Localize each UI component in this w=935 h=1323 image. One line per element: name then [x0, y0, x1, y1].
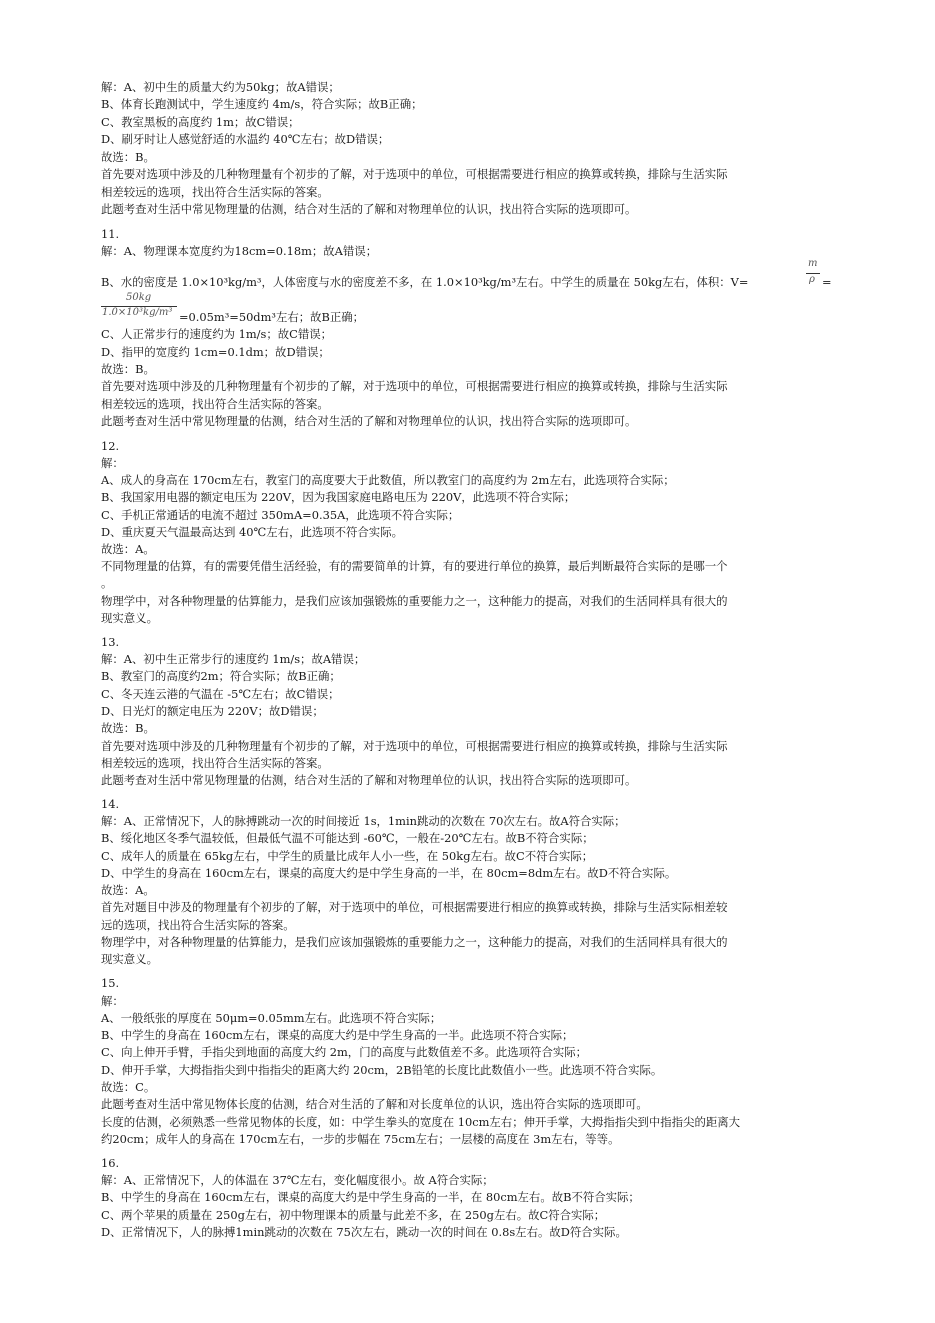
q15-line-5: D、伸开手掌，大拇指指尖到中指指尖的距离大约 20cm，2B铅笔的长度比此数值小一些。此选项不符合实际。: [101, 1063, 663, 1077]
q13-line-7: 相差较远的选项，找出符合生活实际的答案。: [101, 756, 329, 770]
q16-line-3: C、两个苹果的质量在 250g左右，初中物理课本的质量与此差不多，在 250g左右。故C符合实际；: [101, 1208, 606, 1222]
q12-line-2: A、成人的身高在 170cm左右，教室门的高度要大于此数值，所以教室门的高度约为 2m左右，此选项符合实际；: [101, 473, 675, 487]
q15-number: 15.: [101, 976, 120, 990]
q12-line-6: 故选：A。: [101, 542, 155, 556]
q11-equals: =: [822, 275, 832, 289]
q12-line-5: D、重庆夏天气温最高达到 40℃左右，此选项不符合实际。: [101, 525, 403, 539]
q11-number: 11.: [101, 227, 120, 241]
q14-line-8: 物理学中，对各种物理量的估算能力，是我们应该加强锻炼的重要能力之一，这种能力的提高，对我们的生活同样具有很大的: [101, 935, 728, 949]
q11-line-3: =0.05m³=50dm³左右；故B正确；: [179, 310, 365, 324]
q15-line-6: 故选：C。: [101, 1080, 156, 1094]
q11-line-5: D、指甲的宽度约 1cm=0.1dm；故D错误；: [101, 345, 330, 359]
q14-line-4: D、中学生的身高在 160cm左右，课桌的高度大约是中学生身高的一半，在 80cm=8dm左右。故D不符合实际。: [101, 866, 677, 880]
q11-line-2: B、水的密度是 1.0×10³kg/m³，人体密度与水的密度差不多，在 1.0×10³kg/m³左右。中学生的质量在 50kg左右，体积：V=: [101, 275, 749, 289]
q10-line-8: 此题考查对生活中常见物理量的估测，结合对生活的了解和对物理单位的认识，找出符合实际的选项即可。: [101, 202, 637, 216]
q15-line-7: 此题考查对生活中常见物体长度的估测，结合对生活的了解和对长度单位的认识，选出符合实际的选项即可。: [101, 1097, 648, 1111]
q14-line-7: 远的选项，找出符合生活实际的答案。: [101, 918, 295, 932]
q12-line-9: 物理学中，对各种物理量的估算能力，是我们应该加强锻炼的重要能力之一，这种能力的提高，对我们的生活同样具有很大的: [101, 594, 728, 608]
q16-line-2: B、中学生的身高在 160cm左右，课桌的高度大约是中学生身高的一半，在 80cm左右。故B不符合实际；: [101, 1190, 640, 1204]
q12-line-3: B、我国家用电器的额定电压为 220V，因为我国家庭电路电压为 220V，此选项不符合实际；: [101, 490, 576, 504]
q14-line-5: 故选：A。: [101, 883, 155, 897]
q11-line-6: 故选：B。: [101, 362, 155, 376]
q10-line-2: B、体育长跑测试中，学生速度约 4m/s，符合实际；故B正确；: [101, 97, 423, 111]
q15-line-8: 长度的估测，必须熟悉一些常见物体的长度，如：中学生拳头的宽度在 10cm左右；伸开手掌，大拇指指尖到中指指尖的距离大: [101, 1115, 741, 1129]
q15-line-2: A、一般纸张的厚度在 50μm=0.05mm左右。此选项不符合实际；: [101, 1011, 442, 1025]
q16-line-4: D、正常情况下，人的脉搏1min跳动的次数在 75次左右，跳动一次的时间在 0.8s左右。故D符合实际。: [101, 1225, 627, 1239]
q12-line-1: 解：: [101, 456, 124, 470]
q11-line-9: 此题考查对生活中常见物理量的估测，结合对生活的了解和对物理单位的认识，找出符合实际的选项即可。: [101, 414, 637, 428]
q12-line-10: 现实意义。: [101, 611, 158, 625]
q12-line-4: C、手机正常通话的电流不超过 350mA=0.35A，此选项不符合实际；: [101, 508, 460, 522]
q11-line-7: 首先要对选项中涉及的几种物理量有个初步的了解，对于选项中的单位，可根据需要进行相应的换算或转换，排除与生活实际: [101, 379, 728, 393]
q10-line-7: 相差较远的选项，找出符合生活实际的答案。: [101, 185, 329, 199]
q11-fraction-denominator: ρ: [809, 274, 815, 285]
q14-line-9: 现实意义。: [101, 952, 158, 966]
q14-number: 14.: [101, 797, 120, 811]
q15-line-4: C、向上伸开手臂，手指尖到地面的高度大约 2m，门的高度与此数值差不多。此选项符合实际；: [101, 1045, 588, 1059]
q11-line-4: C、人正常步行的速度约为 1m/s；故C错误；: [101, 327, 333, 341]
q14-line-6: 首先对题目中涉及的物理量有个初步的了解，对于选项中的单位，可根据需要进行相应的换算或转换，排除与生活实际相差较: [101, 900, 728, 914]
q13-line-1: 解：A、初中生正常步行的速度约 1m/s；故A错误；: [101, 652, 366, 666]
q15-line-1: 解：: [101, 994, 124, 1008]
q12-line-7: 不同物理量的估算，有的需要凭借生活经验，有的需要简单的计算，有的要进行单位的换算，最后判断最符合实际的是哪一个: [101, 559, 728, 573]
q10-line-6: 首先要对选项中涉及的几种物理量有个初步的了解，对于选项中的单位，可根据需要进行相应的换算或转换，排除与生活实际: [101, 167, 728, 181]
q10-line-3: C、教室黑板的高度约 1m；故C错误；: [101, 115, 300, 129]
q13-line-4: D、日光灯的额定电压为 220V；故D错误；: [101, 704, 324, 718]
q11-line-8: 相差较远的选项，找出符合生活实际的答案。: [101, 397, 329, 411]
q13-line-3: C、冬天连云港的气温在 -5℃左右；故C错误；: [101, 687, 340, 701]
q16-line-1: 解：A、正常情况下，人的体温在 37℃左右，变化幅度很小。故 A符合实际；: [101, 1173, 494, 1187]
q15-line-9: 约20cm；成年人的身高在 170cm左右，一步的步幅在 75cm左右；一层楼的高度在 3m左右，等等。: [101, 1132, 620, 1146]
q15-line-3: B、中学生的身高在 160cm左右，课桌的高度大约是中学生身高的一半。此选项不符合实际；: [101, 1028, 574, 1042]
q14-line-3: C、成年人的质量在 65kg左右，中学生的质量比成年人小一些，在 50kg左右。故C不符合实际；: [101, 849, 594, 863]
q13-line-2: B、教室门的高度约2m；符合实际；故B正确；: [101, 669, 341, 683]
q13-number: 13.: [101, 635, 120, 649]
q10-line-1: 解：A、初中生的质量大约为50kg；故A错误；: [101, 80, 340, 94]
q12-line-8: 。: [101, 576, 113, 590]
q11-fraction2-denominator: 1.0×10³kg/m³: [102, 307, 173, 318]
q13-line-6: 首先要对选项中涉及的几种物理量有个初步的了解，对于选项中的单位，可根据需要进行相应的换算或转换，排除与生活实际: [101, 739, 728, 753]
q14-line-1: 解：A、正常情况下，人的脉搏跳动一次的时间接近 1s，1min跳动的次数在 70次左右。故A符合实际；: [101, 814, 626, 828]
q11-fraction-numerator: m: [808, 258, 818, 269]
q10-line-4: D、刷牙时让人感觉舒适的水温约 40℃左右；故D错误；: [101, 132, 390, 146]
q12-number: 12.: [101, 439, 120, 453]
q16-number: 16.: [101, 1156, 120, 1170]
q14-line-2: B、绥化地区冬季气温较低，但最低气温不可能达到 -60℃，一般在-20℃左右。故B不符合实际；: [101, 831, 594, 845]
q10-line-5: 故选：B。: [101, 150, 155, 164]
q13-line-5: 故选：B。: [101, 721, 155, 735]
q13-line-8: 此题考查对生活中常见物理量的估测，结合对生活的了解和对物理单位的认识，找出符合实际的选项即可。: [101, 773, 637, 787]
q11-line-1: 解：A、物理课本宽度约为18cm=0.18m；故A错误；: [101, 244, 378, 258]
q11-fraction2-numerator: 50kg: [126, 292, 152, 303]
